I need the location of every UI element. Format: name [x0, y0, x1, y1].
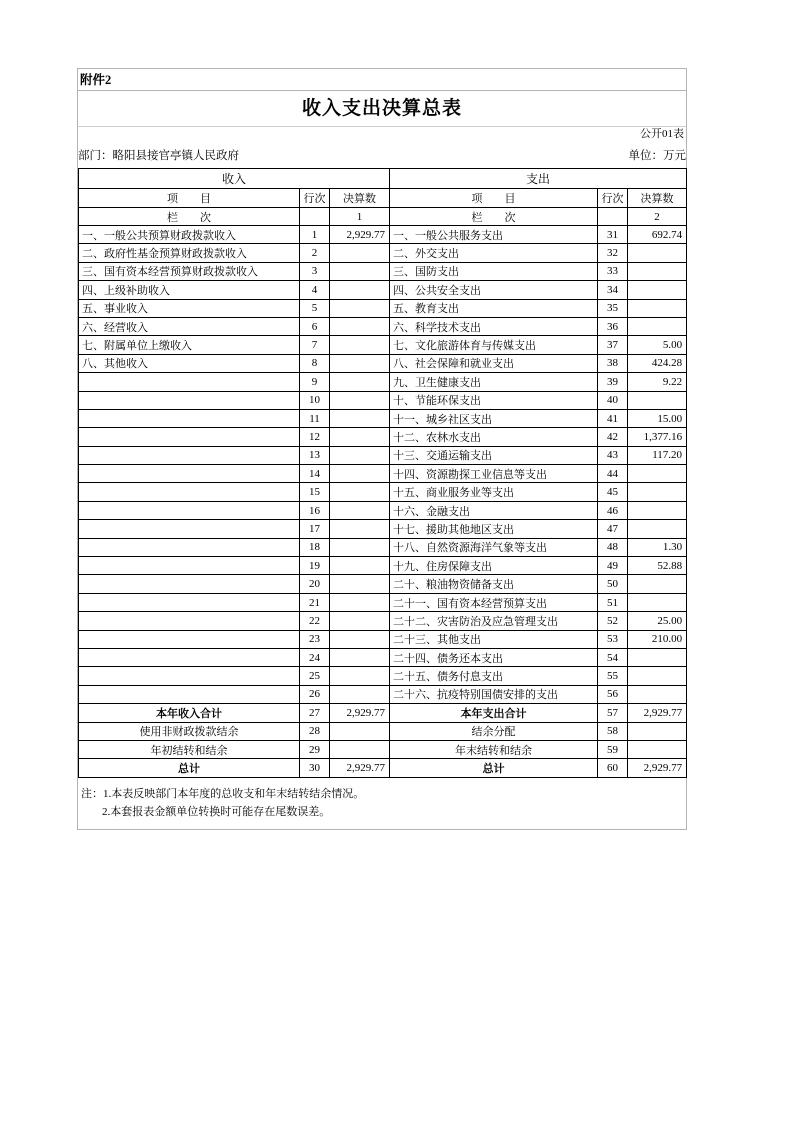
income-item-cell [79, 501, 300, 519]
expense-section-header: 支出 [390, 169, 687, 189]
table-row [79, 483, 687, 501]
income-amount-cell [330, 262, 390, 280]
income-row-number-cell: 9 [300, 373, 330, 391]
expense-row-number-cell: 46 [598, 501, 628, 519]
table-row [79, 244, 687, 262]
income-item-cell [79, 538, 300, 556]
income-item-cell: 总计 [79, 759, 300, 777]
expense-row-number-cell: 40 [598, 391, 628, 409]
expense-row-number-cell: 55 [598, 667, 628, 685]
expense-row-number-cell: 49 [598, 557, 628, 575]
income-item-cell: 二、政府性基金预算财政拨款收入 [79, 244, 300, 262]
expense-item-cell: 二十五、债务付息支出 [390, 667, 598, 685]
expense-row-number-cell: 34 [598, 281, 628, 299]
income-row-number-cell: 6 [300, 317, 330, 335]
expense-item-cell: 八、社会保障和就业支出 [390, 354, 598, 372]
meta-row [78, 143, 686, 168]
expense-amount-cell [628, 740, 687, 758]
table-row [79, 281, 687, 299]
expense-row-number-cell: 57 [598, 704, 628, 722]
table-row [79, 685, 687, 703]
expense-item-cell: 二十六、抗疫特别国债安排的支出 [390, 685, 598, 703]
income-row-number-cell: 14 [300, 465, 330, 483]
expense-amount-cell: 1.30 [628, 538, 687, 556]
expense-row-number-cell: 31 [598, 226, 628, 244]
income-item-header: 项 目 [79, 189, 300, 208]
expense-amount-cell [628, 244, 687, 262]
expense-row-number-cell: 42 [598, 428, 628, 446]
expense-amount-cell [628, 593, 687, 611]
table-row [79, 557, 687, 575]
table-row [79, 520, 687, 538]
expense-item-cell: 二十二、灾害防治及应急管理支出 [390, 612, 598, 630]
table-row [79, 648, 687, 666]
table-row [79, 317, 687, 335]
expense-amount-cell: 2,929.77 [628, 759, 687, 777]
expense-rowno-header: 行次 [598, 189, 628, 208]
table-row [79, 575, 687, 593]
table-row [79, 704, 687, 722]
income-row-number-cell: 15 [300, 483, 330, 501]
expense-amount-cell [628, 575, 687, 593]
expense-amount-cell: 52.88 [628, 557, 687, 575]
income-amount-cell [330, 483, 390, 501]
table-row [79, 593, 687, 611]
income-amount-cell: 2,929.77 [330, 759, 390, 777]
expense-row-number-cell: 32 [598, 244, 628, 262]
expense-column-index: 2 [628, 208, 687, 226]
income-item-cell [79, 612, 300, 630]
income-row-number-cell: 26 [300, 685, 330, 703]
income-item-cell [79, 483, 300, 501]
expense-amount-header: 决算数 [628, 189, 687, 208]
income-row-number-cell: 27 [300, 704, 330, 722]
expense-amount-cell [628, 317, 687, 335]
expense-item-header: 项 目 [390, 189, 598, 208]
income-row-number-cell: 25 [300, 667, 330, 685]
expense-row-number-cell: 50 [598, 575, 628, 593]
income-item-cell [79, 428, 300, 446]
expense-item-cell: 七、文化旅游体育与传媒支出 [390, 336, 598, 354]
expense-item-cell: 二十三、其他支出 [390, 630, 598, 648]
notes [78, 785, 686, 821]
expense-item-cell: 六、科学技术支出 [390, 317, 598, 335]
expense-amount-cell [628, 667, 687, 685]
income-row-number-cell: 3 [300, 262, 330, 280]
income-row-number-cell: 17 [300, 520, 330, 538]
expense-item-cell: 十一、城乡社区支出 [390, 409, 598, 427]
income-amount-cell [330, 685, 390, 703]
expense-amount-cell: 5.00 [628, 336, 687, 354]
expense-amount-cell: 692.74 [628, 226, 687, 244]
income-amount-cell [330, 593, 390, 611]
expense-item-cell: 结余分配 [390, 722, 598, 740]
column-index-row [79, 208, 687, 226]
page-title: 收入支出决算总表 [78, 91, 686, 127]
expense-amount-cell [628, 501, 687, 519]
income-item-cell [79, 648, 300, 666]
expense-row-number-cell: 47 [598, 520, 628, 538]
table-code: 公开01表 [640, 128, 684, 140]
expense-item-cell: 二十四、债务还本支出 [390, 648, 598, 666]
table-row [79, 759, 687, 777]
income-item-cell [79, 630, 300, 648]
expense-amount-cell: 2,929.77 [628, 704, 687, 722]
income-item-cell [79, 575, 300, 593]
expense-item-cell: 十四、资源勘探工业信息等支出 [390, 465, 598, 483]
table-row [79, 299, 687, 317]
column-header-row [79, 189, 687, 208]
table-row [79, 465, 687, 483]
expense-item-cell: 一、一般公共服务支出 [390, 226, 598, 244]
income-item-cell: 一、一般公共预算财政拨款收入 [79, 226, 300, 244]
income-amount-cell [330, 557, 390, 575]
table-row [79, 391, 687, 409]
expense-row-number-cell: 43 [598, 446, 628, 464]
income-amount-cell [330, 648, 390, 666]
budget-summary-table [78, 168, 687, 778]
expense-row-number-cell: 39 [598, 373, 628, 391]
income-amount-cell [330, 446, 390, 464]
income-item-cell [79, 557, 300, 575]
expense-item-cell: 三、国防支出 [390, 262, 598, 280]
table-row [79, 446, 687, 464]
income-row-number-cell: 4 [300, 281, 330, 299]
expense-row-number-cell: 36 [598, 317, 628, 335]
income-amount-cell [330, 667, 390, 685]
income-item-cell [79, 409, 300, 427]
expense-item-cell: 十六、金融支出 [390, 501, 598, 519]
expense-item-cell: 十七、援助其他地区支出 [390, 520, 598, 538]
department-label: 部门：略阳县接官亭镇人民政府 [78, 150, 239, 162]
table-row [79, 226, 687, 244]
income-amount-cell [330, 354, 390, 372]
table-body [79, 226, 687, 778]
expense-row-number-cell: 58 [598, 722, 628, 740]
expense-item-cell: 十三、交通运输支出 [390, 446, 598, 464]
income-amount-cell [330, 740, 390, 758]
income-row-number-cell: 20 [300, 575, 330, 593]
expense-row-number-cell: 53 [598, 630, 628, 648]
expense-amount-cell: 25.00 [628, 612, 687, 630]
income-item-cell: 八、其他收入 [79, 354, 300, 372]
table-row [79, 667, 687, 685]
expense-item-cell: 十五、商业服务业等支出 [390, 483, 598, 501]
expense-row-number-cell: 41 [598, 409, 628, 427]
table-row [79, 354, 687, 372]
income-item-cell: 使用非财政拨款结余 [79, 722, 300, 740]
income-row-number-cell: 29 [300, 740, 330, 758]
income-row-number-cell: 23 [300, 630, 330, 648]
table-row [79, 262, 687, 280]
income-amount-cell [330, 244, 390, 262]
income-item-cell: 五、事业收入 [79, 299, 300, 317]
expense-amount-cell: 117.20 [628, 446, 687, 464]
income-amount-cell [330, 575, 390, 593]
income-item-cell [79, 391, 300, 409]
expense-row-number-cell: 54 [598, 648, 628, 666]
income-item-cell: 四、上级补助收入 [79, 281, 300, 299]
income-column-index-label: 栏 次 [79, 208, 300, 226]
income-row-number-cell: 11 [300, 409, 330, 427]
expense-item-cell: 四、公共安全支出 [390, 281, 598, 299]
expense-amount-cell [628, 465, 687, 483]
expense-row-number-cell: 51 [598, 593, 628, 611]
income-row-number-cell: 19 [300, 557, 330, 575]
income-amount-cell [330, 336, 390, 354]
expense-amount-cell [628, 648, 687, 666]
expense-amount-cell: 424.28 [628, 354, 687, 372]
expense-item-cell: 十、节能环保支出 [390, 391, 598, 409]
income-row-number-cell: 12 [300, 428, 330, 446]
expense-row-number-cell: 33 [598, 262, 628, 280]
income-amount-cell [330, 538, 390, 556]
income-row-number-cell: 10 [300, 391, 330, 409]
table-row [79, 630, 687, 648]
expense-amount-cell [628, 722, 687, 740]
expense-item-cell: 十八、自然资源海洋气象等支出 [390, 538, 598, 556]
expense-amount-cell [628, 281, 687, 299]
income-item-cell [79, 667, 300, 685]
expense-row-number-cell: 37 [598, 336, 628, 354]
expense-item-cell: 十二、农林水支出 [390, 428, 598, 446]
income-row-number-cell: 16 [300, 501, 330, 519]
income-amount-cell: 2,929.77 [330, 226, 390, 244]
income-amount-cell [330, 630, 390, 648]
table-row [79, 612, 687, 630]
expense-row-number-cell: 45 [598, 483, 628, 501]
income-amount-cell [330, 391, 390, 409]
income-item-cell: 年初结转和结余 [79, 740, 300, 758]
income-item-cell [79, 465, 300, 483]
section-header-row [79, 169, 687, 189]
expense-item-cell: 九、卫生健康支出 [390, 373, 598, 391]
report-sheet [77, 68, 687, 830]
expense-amount-cell [628, 520, 687, 538]
income-amount-cell [330, 465, 390, 483]
table-row [79, 373, 687, 391]
expense-column-index-label: 栏 次 [390, 208, 598, 226]
income-amount-cell [330, 373, 390, 391]
expense-item-cell: 本年支出合计 [390, 704, 598, 722]
expense-item-cell: 总计 [390, 759, 598, 777]
expense-item-cell: 二十、粮油物资储备支出 [390, 575, 598, 593]
income-row-number-cell: 21 [300, 593, 330, 611]
expense-amount-cell: 1,377.16 [628, 428, 687, 446]
income-row-number-cell: 18 [300, 538, 330, 556]
income-row-number-cell: 2 [300, 244, 330, 262]
note-line-2: 2.本套报表金额单位转换时可能存在尾数误差。 [102, 805, 331, 818]
income-index-blank-cell [300, 208, 330, 226]
income-row-number-cell: 28 [300, 722, 330, 740]
income-section-header: 收入 [79, 169, 390, 189]
income-column-index: 1 [330, 208, 390, 226]
note-line-1: 注：1.本表反映部门本年度的总收支和年末结转结余情况。 [81, 787, 365, 800]
expense-row-number-cell: 60 [598, 759, 628, 777]
expense-index-blank-cell [598, 208, 628, 226]
expense-row-number-cell: 35 [598, 299, 628, 317]
table-row [79, 538, 687, 556]
income-amount-cell [330, 317, 390, 335]
income-amount-header: 决算数 [330, 189, 390, 208]
income-row-number-cell: 5 [300, 299, 330, 317]
expense-amount-cell: 15.00 [628, 409, 687, 427]
table-row [79, 501, 687, 519]
expense-item-cell: 五、教育支出 [390, 299, 598, 317]
income-amount-cell: 2,929.77 [330, 704, 390, 722]
income-amount-cell [330, 722, 390, 740]
expense-amount-cell [628, 685, 687, 703]
income-amount-cell [330, 299, 390, 317]
expense-item-cell: 年末结转和结余 [390, 740, 598, 758]
table-row [79, 740, 687, 758]
attachment-label: 附件2 [78, 69, 686, 91]
income-item-cell: 七、附属单位上缴收入 [79, 336, 300, 354]
expense-item-cell: 二、外交支出 [390, 244, 598, 262]
expense-row-number-cell: 59 [598, 740, 628, 758]
expense-amount-cell [628, 391, 687, 409]
income-row-number-cell: 13 [300, 446, 330, 464]
expense-row-number-cell: 38 [598, 354, 628, 372]
expense-amount-cell [628, 299, 687, 317]
income-item-cell [79, 446, 300, 464]
income-row-number-cell: 8 [300, 354, 330, 372]
income-item-cell [79, 373, 300, 391]
expense-amount-cell [628, 262, 687, 280]
income-row-number-cell: 22 [300, 612, 330, 630]
income-item-cell [79, 593, 300, 611]
table-row [79, 722, 687, 740]
expense-row-number-cell: 44 [598, 465, 628, 483]
income-item-cell: 六、经营收入 [79, 317, 300, 335]
income-amount-cell [330, 428, 390, 446]
income-row-number-cell: 1 [300, 226, 330, 244]
income-amount-cell [330, 612, 390, 630]
expense-item-cell: 二十一、国有资本经营预算支出 [390, 593, 598, 611]
expense-row-number-cell: 52 [598, 612, 628, 630]
expense-amount-cell: 9.22 [628, 373, 687, 391]
income-item-cell: 本年收入合计 [79, 704, 300, 722]
table-row [79, 409, 687, 427]
income-item-cell: 三、国有资本经营预算财政拨款收入 [79, 262, 300, 280]
expense-item-cell: 十九、住房保障支出 [390, 557, 598, 575]
income-amount-cell [330, 520, 390, 538]
income-amount-cell [330, 409, 390, 427]
table-row [79, 428, 687, 446]
expense-amount-cell: 210.00 [628, 630, 687, 648]
income-amount-cell [330, 501, 390, 519]
income-amount-cell [330, 281, 390, 299]
income-row-number-cell: 24 [300, 648, 330, 666]
income-item-cell [79, 685, 300, 703]
unit-label: 单位：万元 [628, 150, 686, 162]
table-row [79, 336, 687, 354]
expense-row-number-cell: 56 [598, 685, 628, 703]
income-row-number-cell: 7 [300, 336, 330, 354]
income-item-cell [79, 520, 300, 538]
income-row-number-cell: 30 [300, 759, 330, 777]
expense-amount-cell [628, 483, 687, 501]
expense-row-number-cell: 48 [598, 538, 628, 556]
income-rowno-header: 行次 [300, 189, 330, 208]
